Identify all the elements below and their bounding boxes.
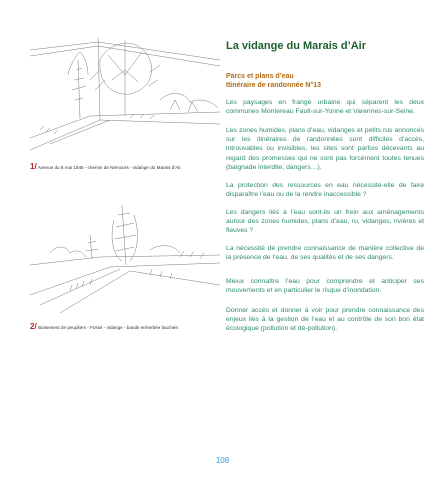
subtitle-line-2: Itinéraire de randonnée N°13 — [226, 82, 321, 89]
paragraph-4: Les dangers liés à l’eau sont-ils un frein aux aménagements autour des zones humides, plans d’eau, ru, vidanges, rivières et fleuves ? — [226, 209, 424, 235]
subtitle-line-1: Parcs et plans d’eau — [226, 73, 294, 80]
page-number: 108 — [215, 456, 230, 465]
figure-caption-2 — [30, 322, 225, 331]
figure-number-1: 1/ — [30, 162, 37, 171]
paragraph-5: La nécessité de prendre connaissance de manière collective de la présence de l’eau, de ses qualités et de ses dangers. — [226, 245, 424, 262]
figure-caption-text-2: Boisement de peupliers - Fossé - vidange - bande enherbée fauchée. — [37, 325, 180, 330]
paragraph-1: Les paysages en frange urbaine qui séparent les deux communes Montereau Fault-sur-Yonne et Varennes-sur-Seine. — [226, 99, 424, 116]
figure-caption-1 — [30, 162, 225, 171]
paragraph-6: Mieux connaître l’eau pour comprendre et anticiper ses mouvements et en particulier le risque d’inondation. — [226, 278, 424, 295]
section-subtitle — [226, 72, 321, 90]
page-title: La vidange du Marais d’Air — [226, 40, 366, 52]
figure-number-2: 2/ — [30, 322, 37, 331]
paragraph-7: Donner accès et donner à voir pour prendre connaissance des enjeux liés à la gestion de l’eau et au contrôle de son bon état écologique (pollution et dé-pollution). — [226, 307, 424, 333]
sketch-avenue-marais — [30, 20, 220, 160]
figure-caption-text-1: Avenue du 8 mai 1945 - chemin de Nemours - vidange du Marais d'Air. — [37, 165, 182, 170]
paragraph-3: La protection des ressources en eau nécessite-elle de faire disparaître l’eau ou de la rendre inaccessible ? — [226, 182, 424, 199]
paragraph-2: Les zones humides, plans d’eau, vidanges et petits rus annoncés sur les itinéraires de randonnées sont difficiles d’accès, introuvables ou invisibles, les sites sont parfois décevants au regard des promesses qui ne sont pas forcément toutes tenues (baignade interdite, dangers…). — [226, 127, 424, 171]
sketch-peupliers-fosse — [30, 195, 220, 320]
